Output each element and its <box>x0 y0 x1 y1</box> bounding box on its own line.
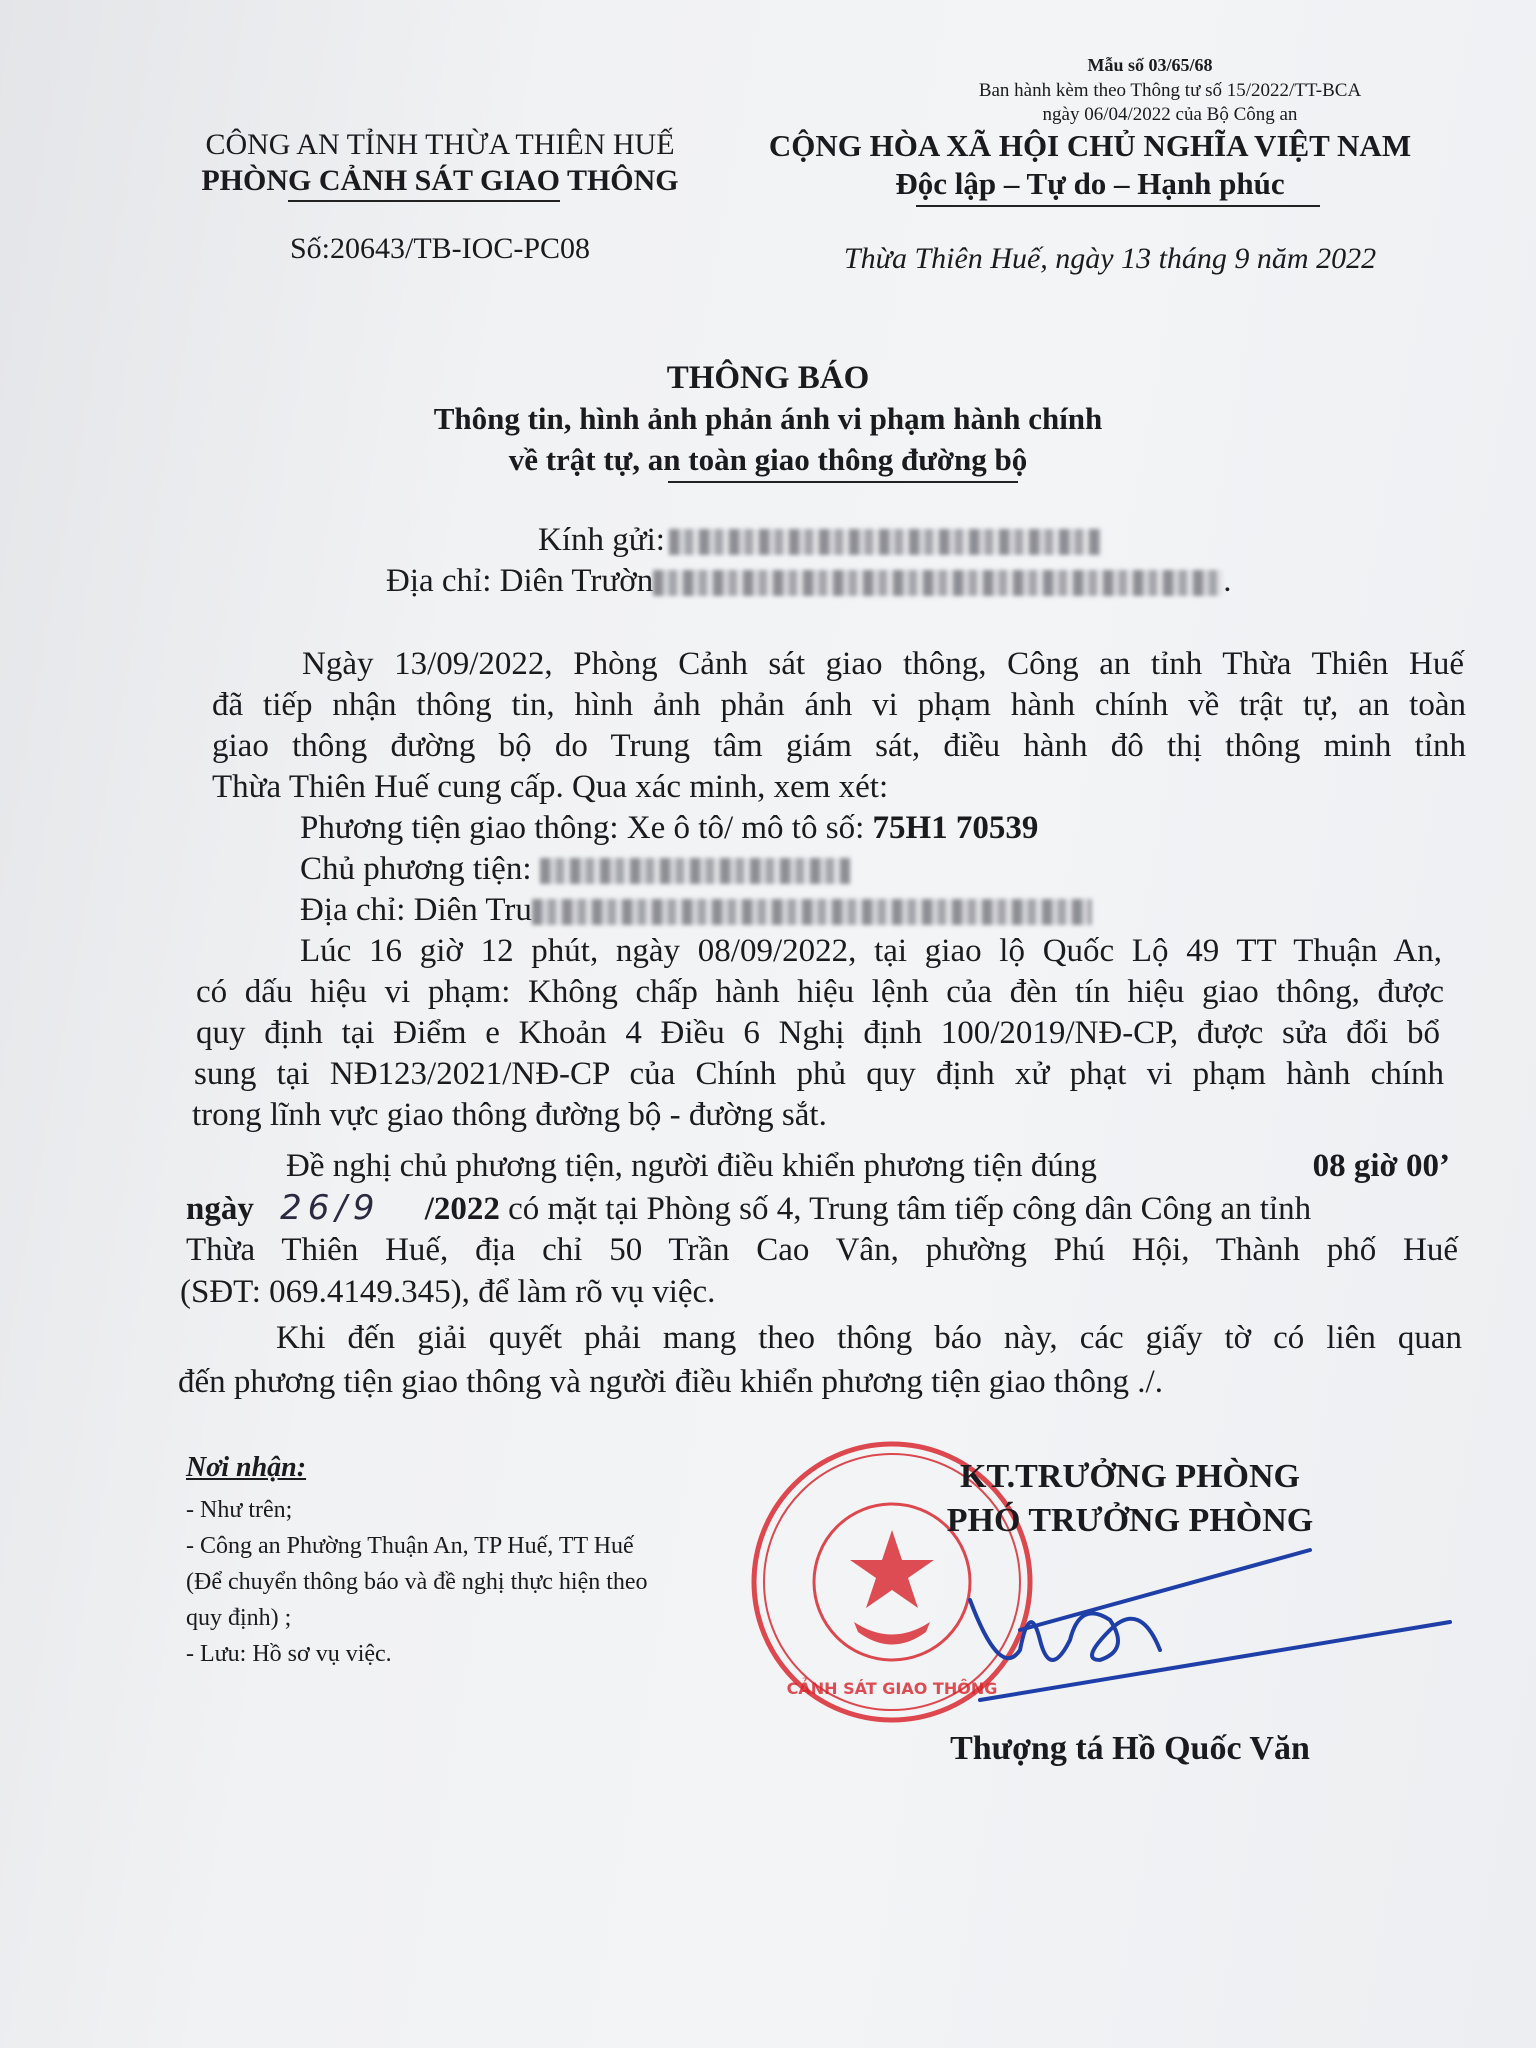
vehicle-line <box>300 808 1038 849</box>
recipient-item: (Để chuyển thông báo và đề nghị thực hiện theo <box>186 1569 648 1595</box>
document-number: Số:20643/TB-IOC-PC08 <box>289 232 591 265</box>
body-p2-line3: quy định tại Điểm e Khoản 4 Điều 6 Nghị định 100/2019/NĐ-CP, được sửa đổi bổ <box>196 1015 1440 1051</box>
body-p1-line3: giao thông đường bộ do Trung tâm giám sát, điều hành đô thị thông minh tỉnh <box>212 728 1466 764</box>
notice-subtitle-2: về trật tự, an toàn giao thông đường bộ <box>508 442 1028 477</box>
body-p2-line5: trong lĩnh vực giao thông đường bộ - đường sắt. <box>192 1097 827 1133</box>
signature-title-2: PHÓ TRƯỞNG PHÒNG <box>946 1502 1314 1539</box>
owner-label: Chủ phương tiện: <box>300 851 532 887</box>
notice-subtitle-1: Thông tin, hình ảnh phản ánh vi phạm hành chính <box>433 401 1103 436</box>
body-p3-text: Đề nghị chủ phương tiện, người điều khiển phương tiện đúng <box>286 1148 1097 1184</box>
redacted-recipient-address <box>653 570 1223 596</box>
owner-line <box>300 849 850 890</box>
appointment-day-label: ngày <box>186 1191 254 1227</box>
appointment-time: 08 giờ 00’ <box>1312 1148 1450 1184</box>
nation-motto: Độc lập – Tự do – Hạnh phúc <box>895 166 1285 201</box>
redacted-owner-name <box>540 858 850 884</box>
recipient-item: - Công an Phường Thuận An, TP Huế, TT Huế <box>186 1533 634 1559</box>
recipients-list <box>186 1492 648 1672</box>
agency-line1: CÔNG AN TỈNH THỪA THIÊN HUẾ <box>205 128 675 161</box>
body-p4-line1: Khi đến giải quyết phải mang theo thông báo này, các giấy tờ có liên quan <box>276 1320 1462 1356</box>
signer-name: Thượng tá Hồ Quốc Văn <box>950 1730 1310 1767</box>
body-p3-line4: (SĐT: 069.4149.345), để làm rõ vụ việc. <box>180 1274 716 1310</box>
redacted-owner-address <box>532 899 1092 925</box>
owner-address-line <box>300 890 1092 931</box>
recipients-heading: Nơi nhận: <box>186 1452 307 1483</box>
handwritten-signature-icon <box>960 1540 1460 1720</box>
body-p2-line1: Lúc 16 giờ 12 phút, ngày 08/09/2022, tại giao lộ Quốc Lộ 49 TT Thuận An, <box>300 933 1442 969</box>
motto-underline <box>916 205 1320 207</box>
title-underline <box>668 481 1018 483</box>
recipient-address-end: . <box>1223 563 1232 599</box>
recipient-item: - Như trên; <box>186 1497 293 1523</box>
form-code: Mẫu số 03/65/68 <box>1087 55 1213 75</box>
recipient-to-label: Kính gửi: <box>538 522 665 558</box>
place-date: Thừa Thiên Huế, ngày 13 tháng 9 năm 2022 <box>843 242 1377 275</box>
signature-title-1: KT.TRƯỞNG PHÒNG <box>960 1458 1300 1495</box>
notice-title: THÔNG BÁO <box>666 360 870 396</box>
appointment-year: /2022 <box>424 1191 500 1227</box>
form-issued-date: ngày 06/04/2022 của Bộ Công an <box>1042 104 1298 125</box>
body-p4-line2: đến phương tiện giao thông và người điều khiển phương tiện giao thông ./. <box>178 1364 1163 1400</box>
recipient-address-label: Địa chỉ: Diên Trườn <box>386 563 654 599</box>
body-p2-line4: sung tại NĐ123/2021/NĐ-CP của Chính phủ quy định xử phạt vi phạm hành chính <box>194 1056 1444 1092</box>
handwritten-date: 26/9 <box>280 1188 381 1228</box>
redacted-recipient-name <box>669 529 1101 555</box>
form-issued-with: Ban hành kèm theo Thông tư số 15/2022/TT-BCA <box>978 80 1362 101</box>
body-p1-line2: đã tiếp nhận thông tin, hình ảnh phản ánh vi phạm hành chính về trật tự, an toàn <box>212 687 1466 723</box>
body-p1-line4: Thừa Thiên Huế cung cấp. Qua xác minh, xem xét: <box>212 769 889 805</box>
recipient-to <box>538 520 1101 561</box>
recipient-item: - Lưu: Hồ sơ vụ việc. <box>186 1641 392 1667</box>
nation-line1: CỘNG HÒA XÃ HỘI CHỦ NGHĨA VIỆT NAM <box>768 128 1412 163</box>
owner-address-label: Địa chỉ: Diên Tru <box>300 892 532 928</box>
vehicle-label: Phương tiện giao thông: Xe ô tô/ mô tô số: <box>300 810 873 846</box>
body-p3-line2-rest: có mặt tại Phòng số 4, Trung tâm tiếp công dân Công an tỉnh <box>508 1191 1312 1227</box>
agency-line2: PHÒNG CẢNH SÁT GIAO THÔNG <box>201 164 679 197</box>
vehicle-plate: 75H1 70539 <box>872 810 1039 846</box>
body-p3-line1 <box>286 1146 1450 1187</box>
recipient-item: quy định) ; <box>186 1605 292 1631</box>
svg-text:CẢNH SÁT GIAO THÔNG: CẢNH SÁT GIAO THÔNG <box>786 1679 998 1698</box>
recipient-address <box>386 561 1232 602</box>
body-p3-line2 <box>186 1188 1452 1230</box>
body-p1-line1: Ngày 13/09/2022, Phòng Cảnh sát giao thông, Công an tỉnh Thừa Thiên Huế <box>302 646 1464 682</box>
body-p3-line3: Thừa Thiên Huế, địa chỉ 50 Trần Cao Vân, phường Phú Hội, Thành phố Huế <box>186 1232 1458 1268</box>
body-p2-line2: có dấu hiệu vi phạm: Không chấp hành hiệu lệnh của đèn tín hiệu giao thông, được <box>196 974 1444 1010</box>
agency-underline <box>288 200 560 202</box>
